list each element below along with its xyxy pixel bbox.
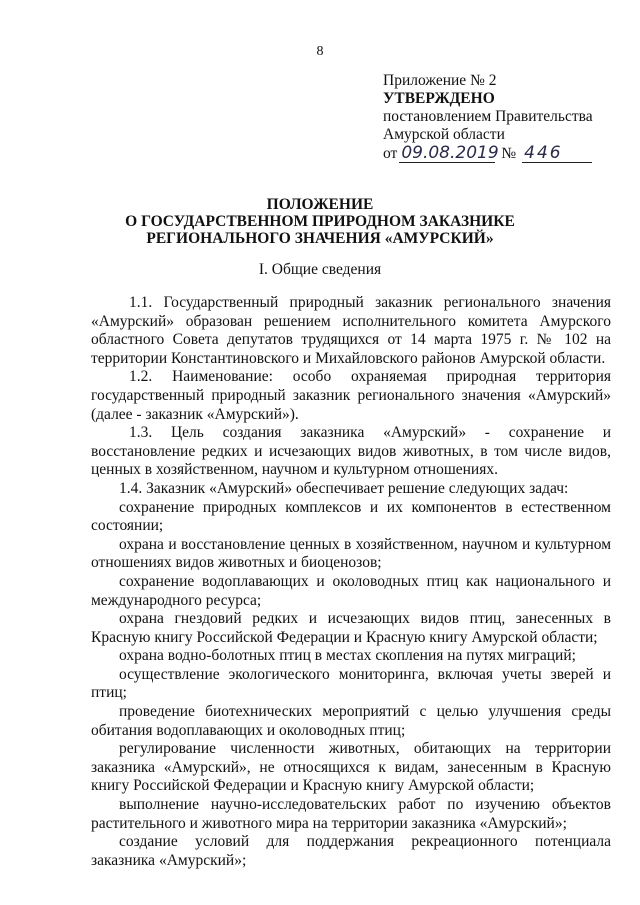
paragraph-1-3: 1.3. Цель создания заказника «Амурский» - сохранение и восстановление редких и исчезающих видов животных, в том числе видов, ценных в хозяйственном, научном и культурном отношениях. [91, 424, 611, 479]
task-item: выполнение научно-исследовательских работ по изучению объектов растительного и животного мира на территории заказника «Амурский»; [91, 796, 611, 832]
number-prefix: № [501, 145, 517, 162]
title-line-3: РЕГИОНАЛЬНОГО ЗНАЧЕНИЯ «АМУРСКИЙ» [146, 230, 494, 247]
task-item: сохранение водоплавающих и околоводных птиц как национального и международного ресурса; [91, 572, 611, 609]
title-line-1: ПОЛОЖЕНИЕ [266, 196, 374, 213]
section-heading: I. Общие сведения [258, 261, 382, 278]
title-line-2: О ГОСУДАРСТВЕННОМ ПРИРОДНОМ ЗАКАЗНИКЕ [125, 213, 515, 230]
handwritten-date: 09.08.2019 [401, 143, 499, 163]
task-item: охрана гнездовий редких и исчезающих видов птиц, занесенных в Красную книгу Российской Федерации и Красную книгу Амурской области; [91, 610, 611, 646]
approved-by-region: Амурской области [383, 126, 505, 143]
paragraph-1-2: 1.2. Наименование: особо охраняемая природная территория государственный природный заказник регионального значения «Амурский» (далее - заказник «Амурский»). [91, 368, 611, 423]
appendix-label: Приложение № 2 [383, 72, 497, 89]
approved-by-line: постановлением Правительства [383, 108, 593, 125]
page-number: 8 [316, 44, 324, 59]
document-title [0, 196, 640, 247]
handwritten-number: 446 [522, 144, 592, 163]
document-body [91, 294, 611, 870]
task-item: создание условий для поддержания рекреационного потенциала заказника «Амурский»; [91, 833, 611, 869]
approval-block [383, 72, 593, 163]
task-item: осуществление экологического мониторинга, включая учеты зверей и птиц; [91, 665, 611, 702]
paragraph-1-4: 1.4. Заказник «Амурский» обеспечивает решение следующих задач: [119, 479, 569, 497]
task-item: охрана и восстановление ценных в хозяйственном, научном и культурном отношениях видов животных и биоценозов; [91, 535, 611, 572]
task-item: сохранение природных комплексов и их компонентов в естественном состоянии; [91, 498, 611, 535]
paragraph-1-1: 1.1. Государственный природный заказник регионального значения «Амурский» образован решением исполнительного комитета Амурского областного Совета депутатов трудящихся от 14 марта 1975 г. № 102 на территории Константиновского и Михайловского районов Амурской области. [91, 294, 611, 367]
date-number-line [383, 144, 593, 163]
date-prefix: от [383, 145, 398, 162]
task-item: регулирование численности животных, обитающих на территории заказника «Амурский», не относящихся к видам, занесенным в Красную книгу Российской Федерации и Красную книгу Амурской области; [91, 740, 611, 795]
approved-label: УТВЕРЖДЕНО [383, 90, 495, 107]
task-item: охрана водно-болотных птиц в местах скопления на путях миграций; [119, 647, 576, 665]
task-item: проведение биотехнических мероприятий с целью улучшения среды обитания водоплавающих и околоводных птиц; [91, 703, 611, 739]
